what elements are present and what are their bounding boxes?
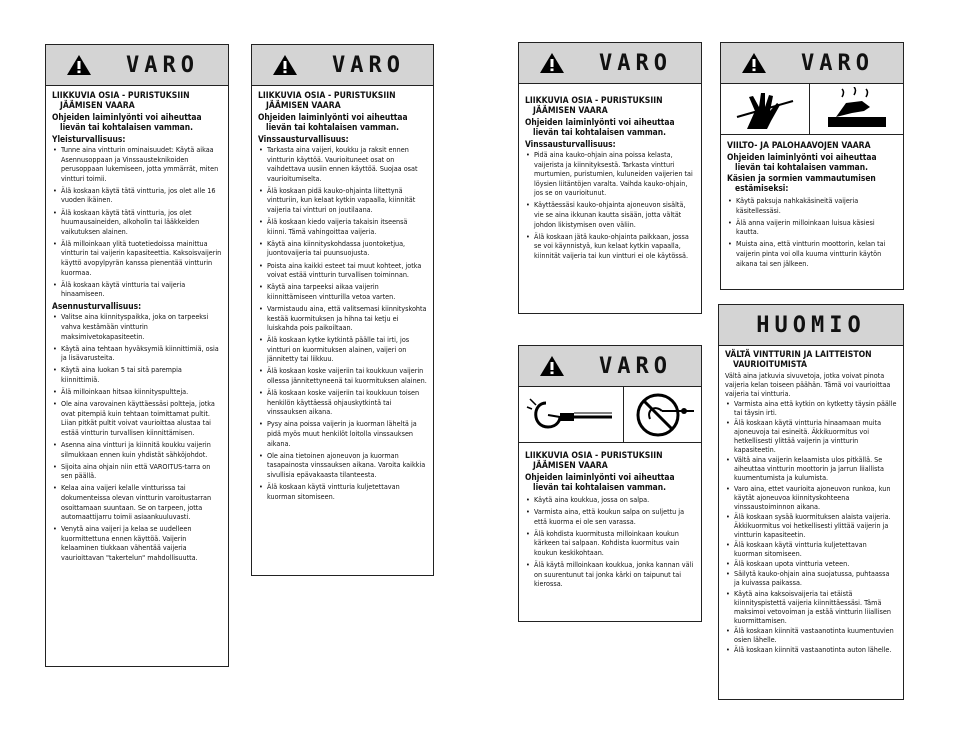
list-item: • Käytä aina koukkua, jossa on salpa. [525, 495, 695, 505]
panel-title: VARO [801, 50, 874, 76]
consequence-line2: lievän tai kohtalaisen vamman. [266, 122, 399, 132]
list-item: • Älä koskaan kiinnitä vastaanotinta kuumentuvien osien lähelle. [725, 626, 897, 644]
notice-title-line2: VAURIOITUMISTA [733, 360, 807, 370]
list-item: • Käyttäessäsi kauko-ohjainta ajoneuvon sisältä, vie se aina ikkunan kautta sisään, jotta vältät johdon likistymisen oven väliin. [525, 200, 695, 229]
list-item: • Älä milloinkaan hitsaa kiinnityspultteja. [52, 387, 222, 397]
warning-panel-5 [720, 42, 904, 290]
warning-triangle-icon [539, 355, 565, 377]
list-item: • Älä koskaan kytke kytkintä päälle tai irti, jos vintturi on kuormituksen alainen, vaijeri on jännitetty tai liikkuu. [258, 335, 427, 364]
list-item: • Älä koskaan koske vaijeriin tai koukkuun toisen henkilön käyttäessä ohjauskytkintä tai vinssauksen aikana. [258, 388, 427, 417]
panel-header [721, 43, 903, 84]
list-item: • Käytä aina luokan 5 tai sitä parempia kiinnittimiä. [52, 365, 222, 384]
list-item: • Kelaa aina vaijeri kelalle vintturissa tai dokumenteissa olevan vintturin varoitustarran osoittamaan suuntaan. Se on tarpeen, jotta automaattijarru toimii asiaankuuluvasti. [52, 483, 222, 521]
list-item: • Tarkasta aina vaijeri, koukku ja raksit ennen vintturin käyttöä. Vaurioituneet osat on vaihdettava uusiin ennen käyttöä. Suojaa osat vaurioitumiselta. [258, 145, 427, 183]
list-item: • Älä koskaan kiinnitä vastaanotinta auton lähelle. [725, 645, 897, 654]
pictogram-row [721, 84, 903, 135]
warning-triangle-icon [741, 52, 767, 74]
burn-hazard-pictogram [810, 84, 903, 134]
list-item: • Valitse aina kiinnityspaikka, joka on tarpeeksi vahva kestämään vintturin maksimivetokapasiteetin. [52, 312, 222, 341]
list-item: • Käytä aina tehtaan hyväksymiä kiinnittimiä, osia ja lisävarusteita. [52, 344, 222, 363]
hazard-title-line1: LIIKKUVIA OSIA - PURISTUKSIIN [525, 96, 663, 106]
list-item: • Älä anna vaijerin milloinkaan luisua käsiesi kautta. [727, 218, 897, 237]
list-item: • Älä koskaan kiedo vaijeria takaisin itseensä kiinni. Tämä vahingoittaa vaijeria. [258, 217, 427, 236]
list-item: • Älä koskaan käytä vintturia kuljetettavan kuorman sitomiseen. [725, 540, 897, 558]
prohibited-hook-icon [628, 391, 698, 439]
list-item: • Älä koskaan upota vintturia veteen. [725, 559, 897, 568]
panel-header [252, 45, 433, 86]
list-item: • Varmistaudu aina, että valitsemasi kiinnityskohta kestää kuormituksen ja hihna tai ketju ei luiskahda pois paikoiltaan. [258, 304, 427, 333]
list-item: • Älä kohdista kuormitusta milloinkaan koukun kärkeen tai salpaan. Kohdista kuormitus vain koukun keskikohtaan. [525, 529, 695, 558]
list-item: • Tunne aina vintturin ominaisuudet: Käytä aikaa Asennusoppaan ja Vinssausteknikoiden perusoppaan lukemiseen, jotta ymmärrät, miten vintturi toimii. [52, 145, 222, 183]
list-item: • Varo aina, ettet vaurioita ajoneuvon runkoa, kun käytät ajoneuvoa kiinnityskohteena vinssaustoiminnon aikana. [725, 484, 897, 511]
section-heading: Yleisturvallisuus: [52, 134, 126, 144]
no-tip-load-pictogram [624, 387, 701, 442]
instruction-list [727, 196, 897, 268]
consequence-line1: Ohjeiden laiminlyönti voi aiheuttaa [258, 112, 408, 122]
list-item: • Älä koskaan käytä tätä vintturia, jos olet alle 16 vuoden ikäinen. [52, 186, 222, 205]
hazard-title-line1: LIIKKUVIA OSIA - PURISTUKSIIN [258, 91, 396, 101]
consequence-line1: Ohjeiden laiminlyönti voi aiheuttaa [52, 112, 202, 122]
panel-header [519, 43, 701, 84]
prevention-line1: Käsien ja sormien vammautumisen [727, 173, 876, 183]
instruction-list [525, 495, 695, 589]
list-item: • Pysy aina poissa vaijerin ja kuorman läheltä ja pidä myös muut henkilöt loitolla vinssauksen aikana. [258, 419, 427, 448]
list-item: • Ole aina tietoinen ajoneuvon ja kuorman tasapainosta vinssauksen aikana. Varoita kaikkia sivullisia epävakaasta tilanteesta. [258, 451, 427, 480]
warning-triangle-icon [66, 54, 92, 76]
list-item: • Älä koskaan jätä kauko-ohjainta paikkaan, jossa se voi käynnistyä, kun kelaat kytkin vapaalla, kiinnität vaijeria tai kun vintturi ei ole käytössä. [525, 232, 695, 261]
panel-title: HUOMIO [756, 312, 866, 338]
warning-triangle-icon [539, 52, 565, 74]
section-heading: Asennusturvallisuus: [52, 301, 142, 312]
warning-panel-3 [518, 42, 702, 314]
consequence-line2: lievän tai kohtalaisen vamman. [735, 162, 868, 172]
hazard-title-line2: JÄÄMISEN VAARA [533, 461, 608, 471]
list-item: • Käytä paksuja nahkakäsineitä vaijeria käsitellessäsi. [727, 196, 897, 215]
list-item: • Asenna aina vintturi ja kiinnitä koukku vaijerin silmukkaan ennen kuin yhdistät sähköjohdot. [52, 440, 222, 459]
list-item: • Poista aina kaikki esteet tai muut kohteet, jotka voivat estää vintturin turvallisen toiminnan. [258, 261, 427, 280]
hazard-title-line2: JÄÄMISEN VAARA [266, 101, 341, 111]
panel-header [719, 305, 903, 346]
instruction-list [725, 399, 897, 654]
list-item: • Älä koskaan käytä vintturia tai vaijeria hinaamiseen. [52, 280, 222, 299]
panel-title: VARO [599, 353, 672, 379]
list-item: • Säilytä kauko-ohjain aina suojatussa, puhtaassa ja kuivassa paikassa. [725, 569, 897, 587]
list-item: • Vältä aina vaijerin kelaamista ulos pitkällä. Se aiheuttaa vintturin moottorin ja jarrun liiallista kuumentumista ja kulumista. [725, 455, 897, 482]
hook-latch-pictogram [519, 387, 624, 442]
consequence-line2: lievän tai kohtalaisen vamman. [60, 122, 193, 132]
panel-header [46, 45, 228, 86]
list-item: • Älä koskaan sysää kuormituksen alaista vaijeria. Äkkikuormitus voi hetkellisesti ylittää vaijerin ja vintturin kapasiteetin. [725, 512, 897, 539]
hand-cut-icon [735, 87, 795, 131]
list-item: • Sijoita aina ohjain niin että VAROITUS-tarra on sen päällä. [52, 462, 222, 481]
list-item: • Ole aina varovainen käyttäessäsi poltteja, jotka ovat pitempiä kuin tehtaan toimittamat pultit. Liian pitkät pultit voivat vaurioittaa alustaa tai estää vintturin turvallisen kiinnittämisen. [52, 399, 222, 437]
hazard-title-line1: LIIKKUVIA OSIA - PURISTUKSIIN [525, 451, 663, 461]
panel-header [519, 346, 701, 387]
list-item: • Käytä aina kiinnityskohdassa juontoketjua, juontovaijeria tai puunsuojusta. [258, 239, 427, 258]
list-item: • Varmista aina että kytkin on kytketty täysin päälle tai täysin irti. [725, 399, 897, 417]
panel-title: VARO [599, 50, 672, 76]
list-item: • Varmista aina, että koukun salpa on suljettu ja että kuorma ei ole sen varassa. [525, 507, 695, 526]
consequence-line2: lievän tai kohtalaisen vamman. [533, 127, 666, 137]
list-item: • Älä käytä milloinkaan koukkua, jonka kannan väli on suurentunut tai jonka kärki on taipunut tai kierossa. [525, 560, 695, 589]
hazard-title-line1: LIIKKUVIA OSIA - PURISTUKSIIN [52, 91, 190, 101]
list-item: • Venytä aina vaijeri ja kelaa se uudelleen kuormittettuna ennen käyttöä. Vaijerin kelaaminen tiukkaan vähentää vaijeria vaurioittavan "takertelun" mahdollisuutta. [52, 524, 222, 562]
list-item: • Älä milloinkaan ylitä tuotetiedoissa mainittua vintturin tai vaijerin kapasiteettia. Kaksoisvaijerin käyttö avopylpyrän kanssa pienentää vintturin kuormaa. [52, 239, 222, 277]
list-item: • Muista aina, että vintturin moottorin, kelan tai vaijerin pinta voi olla kuuma vintturin käytön aikana tai sen jälkeen. [727, 239, 897, 268]
consequence-line1: Ohjeiden laiminlyönti voi aiheuttaa [525, 117, 675, 127]
prevention-line2: estämiseksi: [735, 183, 789, 193]
list-item: • Älä koskaan käytä vintturia kuljetettavan kuorman sitomiseen. [258, 482, 427, 501]
instruction-list [525, 150, 695, 261]
panel-title: VARO [332, 52, 405, 78]
warning-triangle-icon [272, 54, 298, 76]
list-item: • Pidä aina kauko-ohjain aina poissa kelasta, vaijerista ja kiinnityksestä. Tarkasta vintturi murtumien, puristumien, kuluneiden vaijerien tai löysien liitäntöjen varalta. Vaihda kauko-ohjain, jos se on vaurioitunut. [525, 150, 695, 198]
section-heading: Vinssausturvallisuus: [258, 134, 349, 144]
list-item: • Älä koskaan pidä kauko-ohjainta liitettynä vintturiin, kun kelaat kytkin vapaalla, kiinnität vaijeria tai vintturi on joutilaana. [258, 186, 427, 215]
notice-panel [718, 304, 904, 700]
warning-panel-1 [45, 44, 229, 667]
list-item: • Älä koskaan käytä vintturia hinaamaan muita ajoneuvoja tai esineitä. Äkkikuormitus voi hetkellisesti ylittää vaijerin ja vintturin kapasiteetin. [725, 418, 897, 454]
section-heading: Vinssausturvallisuus: [525, 139, 616, 149]
list-item: • Älä koskaan koske vaijeriin tai koukkuun vaijerin ollessa jännitettyneenä tai kuormituksen alainen. [258, 366, 427, 385]
hazard-title-line2: JÄÄMISEN VAARA [533, 106, 608, 116]
hazard-title-line2: JÄÄMISEN VAARA [60, 101, 135, 111]
consequence-line2: lievän tai kohtalaisen vamman. [533, 482, 666, 492]
list-item: • Älä koskaan käytä tätä vintturia, jos olet huumausaineiden, alkoholin tai lääkkeiden vaikutuksen alainen. [52, 208, 222, 237]
cut-hazard-pictogram [721, 84, 810, 134]
notice-intro: Vältä aina jatkuvia sivuvetoja, jotka voivat pinota vaijeria kelan toiseen päähän. Tämä voi vaurioittaa vaijeria tai vintturia. [725, 371, 891, 398]
hook-icon [526, 395, 616, 435]
hazard-title: VIILTO- JA PALOHAAVOJEN VAARA [727, 141, 871, 151]
warning-panel-2 [251, 44, 434, 576]
instruction-list [258, 145, 427, 501]
consequence-line1: Ohjeiden laiminlyönti voi aiheuttaa [525, 472, 675, 482]
instruction-list [52, 145, 222, 299]
warning-panel-4 [518, 345, 702, 622]
list-item: • Käytä aina tarpeeksi aikaa vaijerin kiinnittämiseen vintturilla vetoa varten. [258, 282, 427, 301]
notice-title-line1: VÄLTÄ VINTTURIN JA LAITTEISTON [725, 350, 872, 360]
instruction-list [52, 312, 222, 562]
pictogram-row [519, 387, 701, 443]
panel-title: VARO [126, 52, 199, 78]
list-item: • Käytä aina kaksoisvaijeria tai etäistä kiinnityspistettä vaijeria kiinnittäessäsi. Tämä maksimoi vetovoiman ja estää vintturin liiallisen kuormittamisen. [725, 589, 897, 625]
hand-burn-icon [822, 87, 892, 131]
consequence-line1: Ohjeiden laiminlyönti voi aiheuttaa [727, 152, 877, 162]
